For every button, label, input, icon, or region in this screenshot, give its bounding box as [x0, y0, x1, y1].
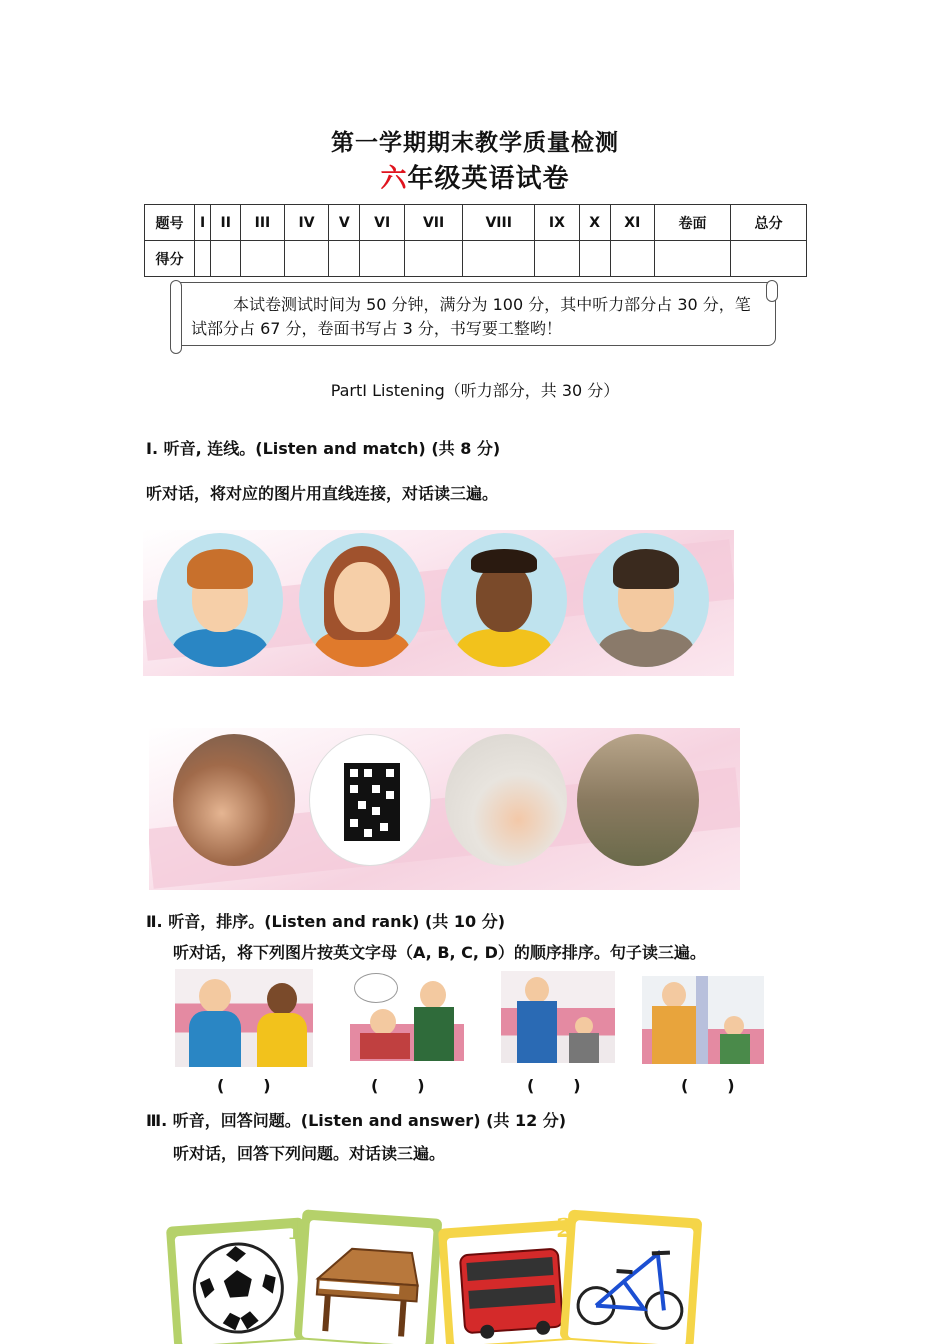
table-header-cell: 题号 [145, 205, 195, 241]
rank-blank-d[interactable]: ( ) [681, 1076, 735, 1095]
crossword-photo[interactable] [309, 734, 431, 866]
section1-instruction: 听对话，将对应的图片用直线连接，对话读三遍。 [146, 484, 499, 503]
rank-picture-d[interactable] [642, 976, 764, 1064]
score-cell[interactable] [535, 241, 580, 277]
score-cell[interactable] [284, 241, 329, 277]
boy-face-image[interactable] [157, 533, 283, 667]
question1-card-piano[interactable] [294, 1209, 443, 1344]
rank-blank-c[interactable]: ( ) [527, 1076, 581, 1095]
score-cell[interactable] [655, 241, 731, 277]
score-table [144, 204, 807, 277]
bicycle-icon [572, 1238, 690, 1336]
rank-picture-b[interactable] [350, 969, 464, 1061]
rank-blank-a[interactable]: ( ) [217, 1076, 271, 1095]
writing-photo[interactable] [445, 734, 567, 866]
table-header-cell: III [241, 205, 285, 241]
table-header-cell: I [195, 205, 211, 241]
table-header-cell: VI [360, 205, 405, 241]
score-cell[interactable] [329, 241, 360, 277]
rank-picture-a[interactable] [175, 969, 313, 1067]
card-number-2: 2 [556, 1214, 575, 1244]
table-header-cell: IV [284, 205, 329, 241]
hiking-photo[interactable] [577, 734, 699, 866]
card-number-1: 1 [286, 1216, 305, 1246]
table-header-cell: 卷面 [655, 205, 731, 241]
notice-scroll [172, 282, 776, 346]
table-header-cell: IX [535, 205, 580, 241]
rank-picture-c[interactable] [501, 971, 615, 1063]
piano-icon [306, 1238, 428, 1342]
table-header-cell: 总分 [730, 205, 806, 241]
notice-text: 本试卷测试时间为 50 分钟，满分为 100 分，其中听力部分占 30 分，笔试部分占 67 分，卷面书写占 3 分，书写要工整哟！ [191, 295, 751, 338]
dark-boy-face-image[interactable] [441, 533, 567, 667]
score-cell[interactable] [241, 241, 285, 277]
score-cell[interactable] [463, 241, 535, 277]
score-row-label: 得分 [145, 241, 195, 277]
part-heading: PartⅠ Listening（听力部分，共 30 分） [330, 381, 620, 400]
section2-title: Ⅱ. 听音，排序。(Listen and rank) (共 10 分) [146, 912, 506, 931]
section2-instruction: 听对话，将下列图片按英文字母（A, B, C, D）的顺序排序。句子读三遍。 [173, 943, 706, 962]
table-header-cell: VII [404, 205, 462, 241]
score-cell[interactable] [730, 241, 806, 277]
rank-blank-b[interactable]: ( ) [371, 1076, 425, 1095]
man-face-image[interactable] [583, 533, 709, 667]
table-header-cell: V [329, 205, 360, 241]
section3-instruction: 听对话，回答下列问题。对话读三遍。 [173, 1144, 446, 1163]
double-decker-bus-icon [453, 1238, 569, 1341]
score-cell[interactable] [195, 241, 211, 277]
woman-face-image[interactable] [299, 533, 425, 667]
table-header-cell: XI [610, 205, 655, 241]
exam-subtitle-rest: 年级英语试卷 [407, 164, 570, 194]
grade-number: 六 [380, 164, 408, 194]
score-cell[interactable] [579, 241, 610, 277]
exam-subtitle [0, 158, 950, 195]
score-cell[interactable] [404, 241, 462, 277]
table-header-cell: X [579, 205, 610, 241]
faces-strip [143, 530, 734, 676]
table-header-cell: VIII [463, 205, 535, 241]
section1-title: Ⅰ. 听音, 连线。(Listen and match) (共 8 分) [146, 439, 501, 458]
section3-title: Ⅲ. 听音，回答问题。(Listen and answer) (共 12 分) [146, 1111, 567, 1130]
exam-title: 第一学期期末教学质量检测 [331, 130, 619, 156]
score-cell[interactable] [360, 241, 405, 277]
question2-card-bike[interactable] [560, 1209, 703, 1344]
score-cell[interactable] [211, 241, 241, 277]
score-table-score-row [145, 241, 807, 277]
activities-strip [149, 728, 740, 890]
table-header-cell: II [211, 205, 241, 241]
cooking-photo[interactable] [173, 734, 295, 866]
soccer-ball-icon [187, 1237, 289, 1339]
score-table-header-row [145, 205, 807, 241]
score-cell[interactable] [610, 241, 655, 277]
crossword-grid-icon [310, 735, 431, 866]
